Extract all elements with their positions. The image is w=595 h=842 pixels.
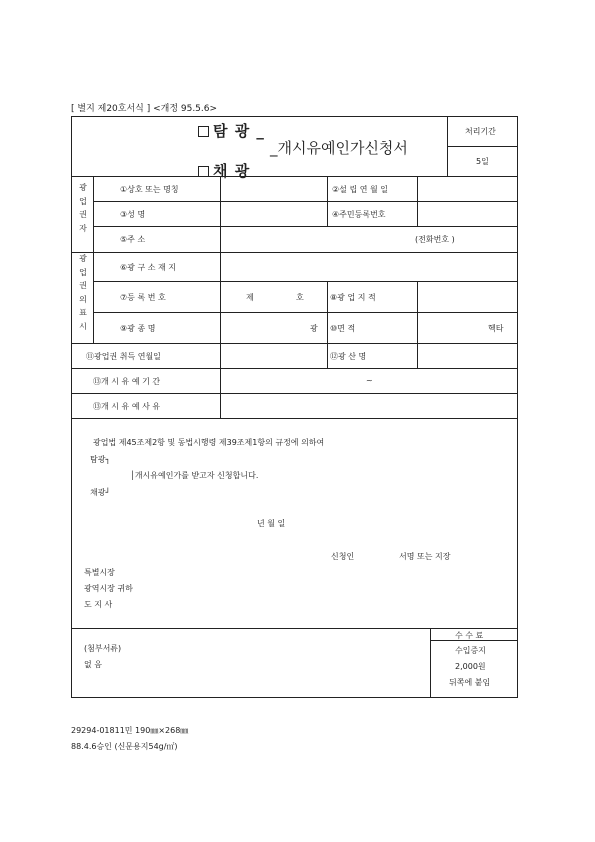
section-applicant-label: 광업권자	[79, 183, 87, 233]
law-statement: 광업법 제45조제2항 및 동법시행령 제39조제1항의 규정에 의하여	[93, 438, 325, 447]
label-acquisition-date: ⑪광업권 취득 연월일	[86, 352, 161, 361]
fee-line3: 뒤쪽에 붙임	[449, 678, 491, 687]
fee-line2: 2,000원	[455, 662, 486, 671]
label-area: ⑩면 적	[330, 324, 356, 333]
label-mineral-type: ⑨광 종 명	[120, 324, 156, 333]
footer-approval: 88.4.6승인 (신문용지54g/㎡)	[71, 742, 178, 751]
option-exploration: 탐광┐	[90, 455, 111, 464]
application-statement: │개시유예인가를 받고자 신청합니다.	[130, 471, 259, 480]
label-address: ⑤주 소	[120, 235, 146, 244]
recipient-1: 특별시장	[84, 568, 115, 577]
attachments-label: (첨부서류)	[84, 644, 122, 653]
footer-code: 29294-01811민 190㎜×268㎜	[71, 726, 189, 735]
label-deferment-reason: ⑬개 시 유 예 사 유	[93, 402, 161, 411]
period-separator: ~	[366, 376, 373, 385]
label-resident-number: ④주민등록번호	[332, 210, 386, 219]
form-reference: [ 별지 제20호서식 ] <개정 95.5.6>	[71, 104, 218, 114]
area-unit: 헥타	[488, 324, 504, 333]
label-mine-name: ⑫광 산 명	[330, 352, 367, 361]
applicant-label: 신청인	[331, 552, 355, 561]
checkbox-icon	[198, 126, 209, 137]
signature-label: 서명 또는 지장	[399, 552, 451, 561]
date-line: 년 월 일	[257, 519, 286, 528]
label-establish-date: ②설 립 연 월 일	[332, 185, 388, 194]
recipient-3: 도 지 사	[84, 600, 113, 609]
section-right-label: 광업권의표시	[79, 254, 87, 331]
processing-period-value: 5일	[476, 157, 489, 166]
recipient-2: 광역시장 귀하	[84, 584, 133, 593]
title-line3: 채 광	[198, 160, 250, 181]
mineral-suffix: 광	[310, 324, 318, 333]
registration-prefix: 제	[246, 293, 254, 302]
label-mine-location: ⑥광 구 소 재 지	[120, 263, 176, 272]
title-line1: 탐 광 _	[198, 120, 265, 141]
title-line2: _개시유예인가신청서	[270, 139, 408, 157]
processing-period-label: 처리기간	[465, 127, 496, 136]
fee-label: 수 수 료	[455, 631, 484, 640]
registration-suffix: 호	[296, 293, 304, 302]
label-mining-area: ⑧광 업 지 적	[330, 293, 376, 302]
label-person-name: ③성 명	[120, 210, 146, 219]
label-company-name: ①상호 또는 명칭	[120, 185, 179, 194]
option-mining: 채광┘	[90, 488, 111, 497]
phone-label: (전화번호 )	[415, 235, 455, 244]
label-registration-number: ⑦등 록 번 호	[120, 293, 166, 302]
attachments-value: 없 음	[84, 660, 102, 669]
label-deferment-period: ⑬개 시 유 예 기 간	[93, 377, 161, 386]
fee-line1: 수입증지	[455, 646, 486, 655]
